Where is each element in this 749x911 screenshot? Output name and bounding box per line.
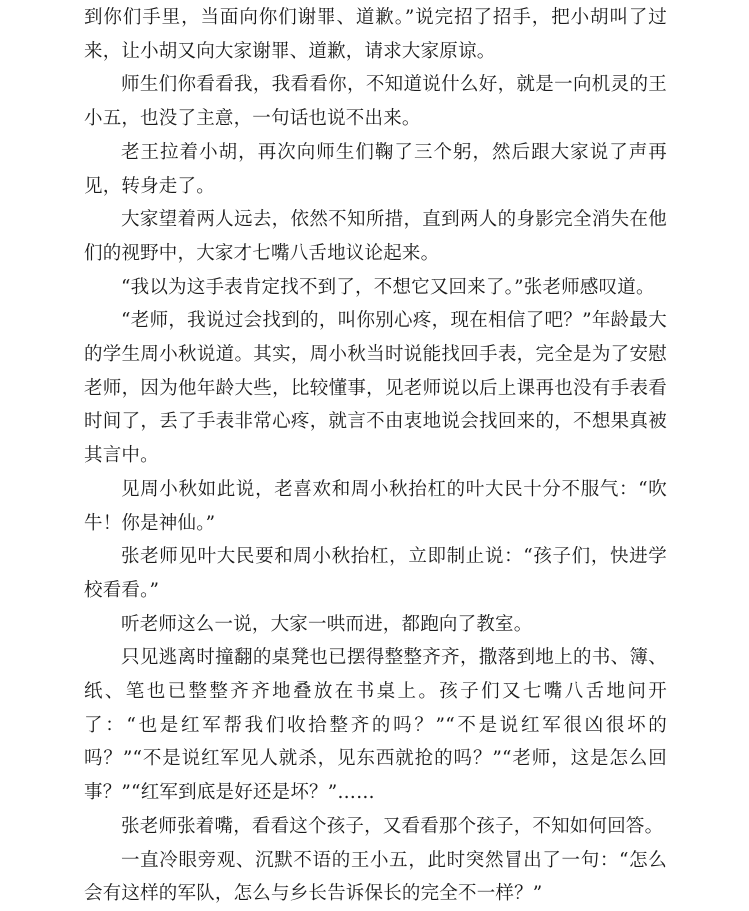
paragraph-8: 张老师见叶大民要和周小秋抬杠，立即制止说：“孩子们，快进学校看看。” — [84, 546, 667, 601]
paragraph-3: 老王拉着小胡，再次向师生们鞠了三个躬，然后跟大家说了声再见，转身走了。 — [84, 141, 667, 197]
paragraph-1: 到你们手里，当面向你们谢罪、道歉。”说完招了招手，把小胡叫了过来，让小胡又向大家谢罪、道歉，请求大家原谅。 — [84, 7, 667, 62]
paragraph-11: 张老师张着嘴，看看这个孩子，又看看那个孩子，不知如何回答。 — [121, 815, 664, 837]
paragraph-12: 一直冷眼旁观、沉默不语的王小五，此时突然冒出了一句：“怎么会有这样的军队，怎么与乡长告诉保长的完全不一样？” — [84, 849, 667, 905]
paragraph-7: 见周小秋如此说，老喜欢和周小秋抬杠的叶大民十分不服气：“吹牛！你是神仙。” — [84, 478, 667, 534]
paragraph-5: “我以为这手表肯定找不到了，不想它又回来了。”张老师感叹道。 — [121, 276, 655, 298]
paragraph-10: 只见逃离时撞翻的桌凳也已摆得整整齐齐，撒落到地上的书、簿、纸、笔也已整整齐齐地叠放在书桌上。孩子们又七嘴八舌地问开了：“也是红军帮我们收拾整齐的吗？”“不是说红军很凶很坏的吗？”“不是说红军见人就杀，见东西就抢的吗？”“老师，这是怎么回事？”“红军到底是好还是坏？”…… — [84, 647, 667, 804]
paragraph-9: 听老师这么一说，大家一哄而进，都跑向了教室。 — [121, 613, 533, 635]
paragraph-6: “老师，我说过会找到的，叫你别心疼，现在相信了吧？”年龄最大的学生周小秋说道。其实，周小秋当时说能找回手表，完全是为了安慰老师，因为他年龄大些，比较懂事，见老师说以后上课再也没有手表看时间了，丢了手表非常心疼，就言不由衷地说会找回来的，不想果真被其言中。 — [84, 310, 667, 467]
paragraph-4: 大家望着两人远去，依然不知所措，直到两人的身影完全消失在他们的视野中，大家才七嘴八舌地议论起来。 — [84, 209, 667, 264]
paragraph-2: 师生们你看看我，我看看你，不知道说什么好，就是一向机灵的王小五，也没了主意，一句话也说不出来。 — [84, 74, 667, 130]
